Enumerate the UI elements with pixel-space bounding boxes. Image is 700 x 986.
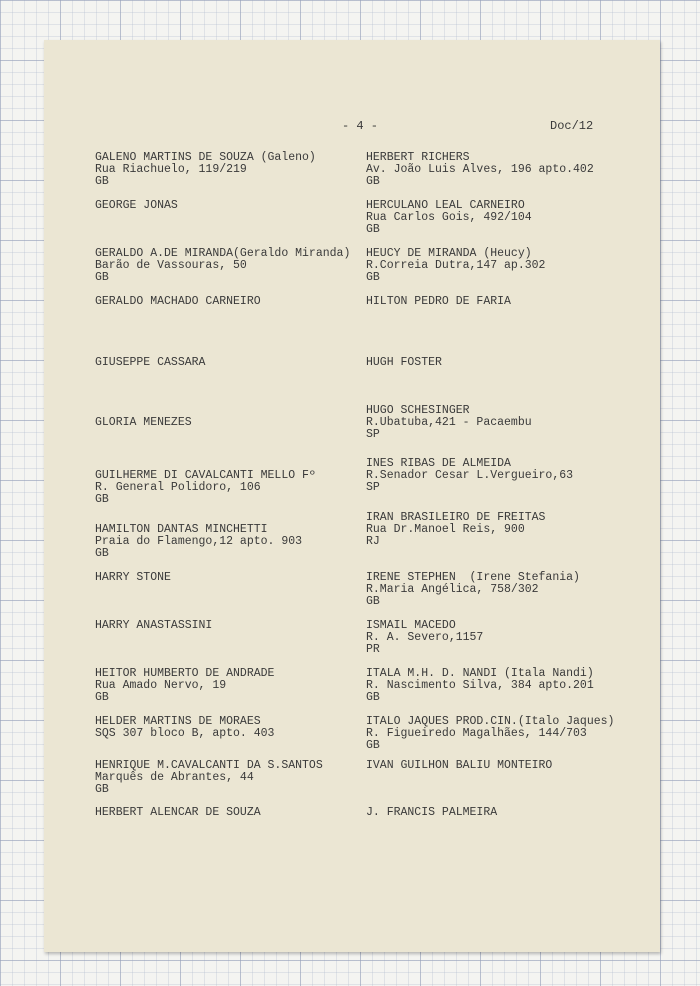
contact-entry: [95, 357, 367, 369]
contact-entry: [366, 200, 638, 236]
contact-state: GB: [95, 691, 109, 704]
contact-state: GB: [95, 547, 109, 560]
contact-entry: [95, 716, 367, 740]
contact-address: R.Senador Cesar L.Vergueiro,63: [366, 469, 574, 482]
contact-address: Marquês de Abrantes, 44: [95, 771, 254, 784]
contact-entry: [366, 807, 638, 819]
contact-entry: [95, 668, 367, 704]
contact-state: GB: [366, 739, 380, 752]
contact-name: HELDER MARTINS DE MORAES: [95, 715, 261, 728]
contact-entry: [95, 572, 367, 584]
contact-entry: [95, 760, 367, 796]
document-reference: Doc/12: [550, 119, 594, 133]
contact-name: HUGH FOSTER: [366, 356, 442, 369]
contact-state: RJ: [366, 535, 380, 548]
contact-name: GUILHERME DI CAVALCANTI MELLO Fº: [95, 469, 316, 482]
contact-address: R. General Polidoro, 106: [95, 481, 261, 494]
contact-entry: [95, 296, 367, 308]
contact-entry: [95, 807, 367, 819]
contact-state: SP: [366, 428, 380, 441]
contact-entry: [95, 470, 367, 506]
contact-name: HENRIQUE M.CAVALCANTI DA S.SANTOS: [95, 759, 323, 772]
contact-state: GB: [366, 271, 380, 284]
contact-state: GB: [95, 783, 109, 796]
contact-address: R. A. Severo,1157: [366, 631, 484, 644]
contact-name: GIUSEPPE CASSARA: [95, 356, 206, 369]
contact-name: GEORGE JONAS: [95, 199, 178, 212]
contact-name: HEUCY DE MIRANDA (Heucy): [366, 247, 532, 260]
contact-entry: [366, 152, 638, 188]
contact-name: J. FRANCIS PALMEIRA: [366, 806, 498, 819]
contact-name: IVAN GUILHON BALIU MONTEIRO: [366, 759, 553, 772]
contact-entry: [95, 417, 367, 429]
contact-state: GB: [95, 493, 109, 506]
contact-entry: [366, 716, 638, 752]
contact-address: Rua Carlos Gois, 492/104: [366, 211, 532, 224]
contact-name: IRENE STEPHEN (Irene Stefania): [366, 571, 580, 584]
contact-state: PR: [366, 643, 380, 656]
contact-entry: [95, 200, 367, 212]
contact-entry: [366, 248, 638, 284]
contact-name: HARRY STONE: [95, 571, 171, 584]
contact-state: GB: [366, 175, 380, 188]
contact-name: IRAN BRASILEIRO DE FREITAS: [366, 511, 546, 524]
contact-name: HARRY ANASTASSINI: [95, 619, 213, 632]
contact-name: HERCULANO LEAL CARNEIRO: [366, 199, 525, 212]
contact-entry: [366, 405, 638, 441]
contact-name: HILTON PEDRO DE FARIA: [366, 295, 511, 308]
contact-name: ITALO JAQUES PROD.CIN.(Italo Jaques): [366, 715, 615, 728]
contact-name: INES RIBAS DE ALMEIDA: [366, 457, 511, 470]
page-number: - 4 -: [342, 119, 379, 133]
contact-entry: [366, 668, 638, 704]
contact-name: HERBERT RICHERS: [366, 151, 470, 164]
contact-address: Rua Dr.Manoel Reis, 900: [366, 523, 525, 536]
contact-entry: [366, 357, 638, 369]
contact-name: HEITOR HUMBERTO DE ANDRADE: [95, 667, 275, 680]
contact-state: GB: [95, 175, 109, 188]
contact-state: GB: [366, 691, 380, 704]
document-page: [44, 40, 660, 952]
contact-name: GALENO MARTINS DE SOUZA (Galeno): [95, 151, 316, 164]
contact-address: Barão de Vassouras, 50: [95, 259, 247, 272]
contact-entry: [366, 296, 638, 308]
contact-address: Rua Riachuelo, 119/219: [95, 163, 247, 176]
contact-address: R. Nascimento Silva, 384 apto.201: [366, 679, 594, 692]
contact-address: R.Ubatuba,421 - Pacaembu: [366, 416, 532, 429]
contact-name: HAMILTON DANTAS MINCHETTI: [95, 523, 268, 536]
contact-entry: [95, 248, 367, 284]
contact-entry: [366, 620, 638, 656]
contact-state: GB: [366, 223, 380, 236]
contact-entry: [95, 524, 367, 560]
contact-name: GERALDO A.DE MIRANDA(Geraldo Miranda): [95, 247, 351, 260]
contact-name: GERALDO MACHADO CARNEIRO: [95, 295, 261, 308]
contact-state: GB: [95, 271, 109, 284]
contact-name: HERBERT ALENCAR DE SOUZA: [95, 806, 261, 819]
contact-name: ISMAIL MACEDO: [366, 619, 456, 632]
contact-state: SP: [366, 481, 380, 494]
contact-entry: [366, 760, 638, 772]
contact-address: Av. João Luis Alves, 196 apto.402: [366, 163, 594, 176]
contact-address: Praia do Flamengo,12 apto. 903: [95, 535, 303, 548]
contact-address: R.Maria Angélica, 758/302: [366, 583, 539, 596]
contact-name: GLORIA MENEZES: [95, 416, 192, 429]
contact-address: SQS 307 bloco B, apto. 403: [95, 727, 275, 740]
contact-entry: [366, 512, 638, 548]
contact-address: R.Correia Dutra,147 ap.302: [366, 259, 546, 272]
contact-address: Rua Amado Nervo, 19: [95, 679, 227, 692]
contact-name: HUGO SCHESINGER: [366, 404, 470, 417]
contact-entry: [95, 620, 367, 632]
contact-entry: [366, 458, 638, 494]
contact-entry: [366, 572, 638, 608]
contact-address: R. Figueiredo Magalhães, 144/703: [366, 727, 587, 740]
contact-entry: [95, 152, 367, 188]
contact-name: ITALA M.H. D. NANDI (Itala Nandi): [366, 667, 594, 680]
contact-state: GB: [366, 595, 380, 608]
